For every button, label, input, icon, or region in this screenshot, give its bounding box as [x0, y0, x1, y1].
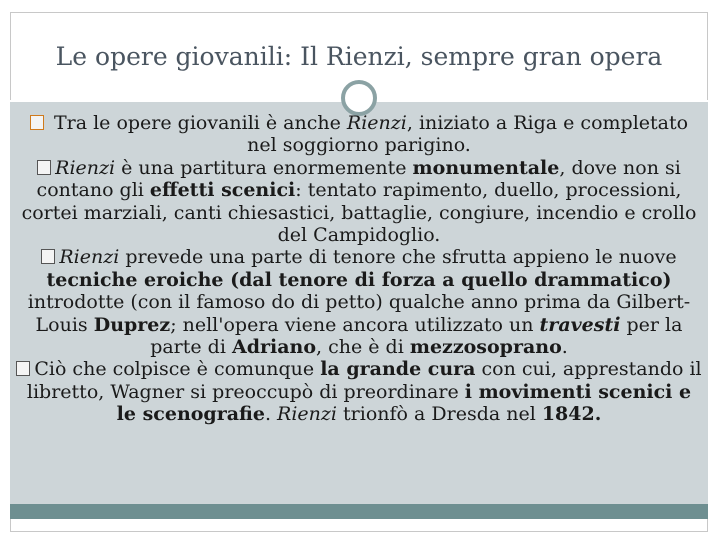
text-run: , dove non si contano gli — [36, 156, 681, 202]
text-run: con cui, apprestando il libretto, Wagner si preoccupò di preordinare — [26, 358, 702, 403]
text-run: Duprez — [93, 313, 171, 336]
text-run: Tra le opere giovanili è anche — [47, 112, 347, 134]
paragraph-4 — [14, 358, 704, 425]
slide-title: Le opere giovanili: Il Rienzi, sempre gran opera — [55, 41, 663, 71]
text-run: ; nell'opera viene ancora utilizzato un — [170, 313, 540, 336]
text-run: Adriano — [231, 336, 317, 359]
text-run: Rienzi — [346, 112, 407, 134]
square-bullet-icon — [16, 361, 30, 376]
text-run: trionfò a Dresda nel — [337, 403, 542, 426]
text-run: , che è di — [316, 336, 410, 359]
text-run: è una partitura enormemente — [115, 156, 413, 179]
text-run: 1842. — [541, 403, 602, 426]
text-run: i movimenti scenici e le scenografie — [116, 380, 692, 426]
text-run: , iniziato a Riga e completato nel soggiorno parigino. — [247, 112, 689, 157]
text-run: la grande cura — [320, 358, 476, 381]
body-text — [14, 112, 704, 426]
text-run: mezzosoprano — [409, 336, 562, 359]
text-run: monumentale — [412, 156, 560, 179]
paragraph-2 — [14, 157, 704, 247]
square-bullet-icon — [37, 160, 51, 175]
text-run: Rienzi — [55, 156, 116, 179]
text-run: travesti — [539, 313, 621, 336]
paragraph-1 — [14, 112, 704, 157]
square-bullet-icon — [41, 249, 55, 264]
text-run: prevede una parte di tenore che sfrutta appieno le nuove — [119, 246, 677, 269]
bottom-accent-bar — [10, 504, 708, 519]
circle-ornament-icon — [341, 80, 377, 116]
paragraph-3 — [14, 246, 704, 358]
square-bullet-icon — [30, 115, 44, 130]
text-run: introdotte (con il famoso do di petto) qualche anno prima da Gilbert-Louis — [27, 291, 691, 336]
text-run: . — [561, 336, 568, 359]
text-run: per la parte di — [150, 313, 683, 359]
text-run: effetti scenici — [149, 179, 296, 202]
text-run: tecniche eroiche (dal tenore di forza a quello drammatico) — [46, 268, 672, 291]
text-run: . — [264, 403, 278, 426]
text-run: Rienzi — [277, 403, 337, 426]
text-run: : tentato rapimento, duello, processioni, cortei marziali, canti chiesastici, battaglie, congiure, incendio e crollo del Campidoglio. — [21, 179, 697, 247]
text-run: Rienzi — [59, 246, 120, 269]
text-run: Ciò che colpisce è comunque — [34, 358, 321, 381]
